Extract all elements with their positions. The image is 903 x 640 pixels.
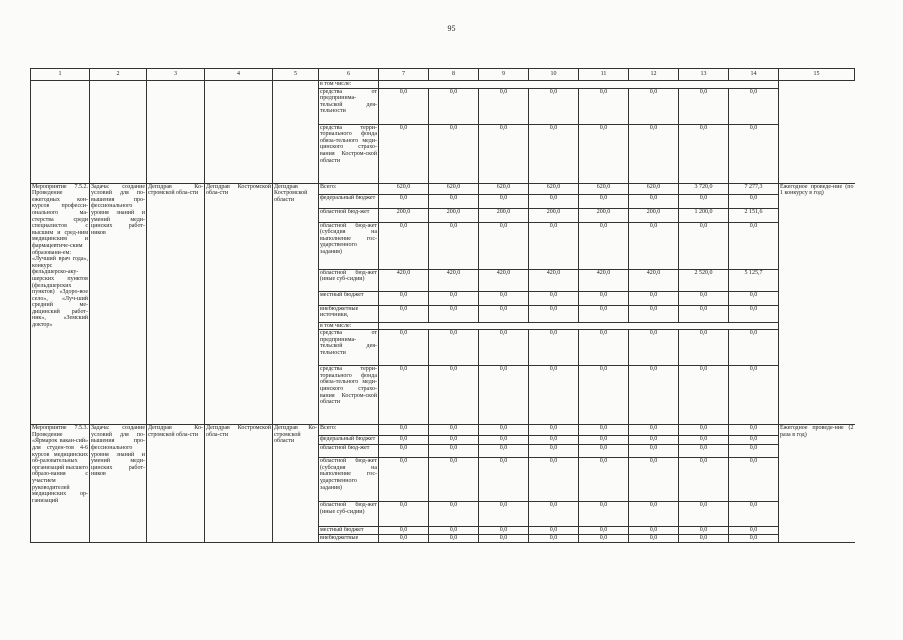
amount-cell: 2 520,0 (679, 269, 729, 291)
amount-cell: 0,0 (679, 330, 729, 366)
column-number-12: 12 (629, 69, 679, 81)
funding-source-label: в том числе: (319, 322, 379, 330)
cont-column-3 (147, 81, 205, 184)
amount-cell: 0,0 (429, 425, 479, 436)
amount-cell: 0,0 (729, 222, 779, 269)
amount-cell: 0,0 (479, 366, 529, 425)
amount-cell: 0,0 (679, 425, 729, 436)
amount-cell: 420,0 (429, 269, 479, 291)
funding-source-label: средства от предпринима-тельской дея-тельности (319, 330, 379, 366)
amount-cell: 0,0 (429, 458, 479, 502)
amount-cell: 0,0 (729, 330, 779, 366)
amount-cell: 0,0 (379, 502, 429, 527)
funding-source-label: внебюджетные источники, (319, 305, 379, 322)
column-number-1: 1 (31, 69, 90, 81)
cont-column-1 (31, 81, 90, 184)
funding-source-label: местный бюджет (319, 291, 379, 305)
amount-cell: 1 200,0 (679, 208, 729, 222)
amount-cell: 200,0 (379, 208, 429, 222)
amount-cell: 0,0 (479, 436, 529, 445)
amount-cell: 0,0 (379, 291, 429, 305)
amount-cell: 0,0 (429, 502, 479, 527)
funding-source-label: средства терри-ториального фонда обяза-тельного меди-цинского страхо-вания Костром-ской области (319, 124, 379, 183)
amount-cell: 0,0 (429, 535, 479, 543)
amount-cell: 0,0 (729, 502, 779, 527)
amount-cell: 0,0 (529, 436, 579, 445)
amount-cell: 0,0 (379, 458, 429, 502)
amount-cell: 420,0 (379, 269, 429, 291)
amount-cell: 0,0 (429, 330, 479, 366)
amount-cell: 0,0 (479, 527, 529, 535)
m753-column-1: Мероприятие 7.5.3. Проведение «Ярмарок вакан-сий» для студен-тов 4-6 курсов медицинских об-разовательных организаций высшего образо-вания с участием руководителей медицинских ор-ганизаций (31, 425, 90, 543)
amount-cell: 5 125,7 (729, 269, 779, 291)
amount-cell: 0,0 (479, 194, 529, 208)
amount-cell: 420,0 (579, 269, 629, 291)
amount-cell: 0,0 (579, 88, 629, 124)
amount-cell: 0,0 (379, 124, 429, 183)
column-number-3: 3 (147, 69, 205, 81)
m752-column-3: Депздрав Ко-стромской обла-сти (147, 183, 205, 425)
amount-cell: 0,0 (729, 436, 779, 445)
amount-cell: 0,0 (679, 291, 729, 305)
funding-source-label: областной бюд-жет (319, 208, 379, 222)
funding-source-label: Всего: (319, 183, 379, 194)
funding-source-label: средства терри-ториального фонда обяза-тельного меди-цинского страхо-вания Костром-ской области (319, 366, 379, 425)
amount-cell: 0,0 (429, 194, 479, 208)
m753-column-3: Депздрав Ко-стромской обла-сти (147, 425, 205, 543)
amount-cell: 7 277,3 (729, 183, 779, 194)
column-number-14: 14 (729, 69, 779, 81)
amount-cell: 0,0 (579, 445, 629, 458)
amount-cell: 0,0 (529, 124, 579, 183)
amount-cell: 620,0 (579, 183, 629, 194)
amount-cell: 0,0 (529, 88, 579, 124)
cont-column-4 (205, 81, 273, 184)
funding-source-label: федеральный бюджет (319, 194, 379, 208)
amount-cell: 0,0 (379, 305, 429, 322)
cont-column-15 (779, 81, 855, 184)
amount-cell: 620,0 (529, 183, 579, 194)
amount-cell: 0,0 (579, 194, 629, 208)
table-row (31, 425, 855, 436)
amount-cell: 0,0 (379, 366, 429, 425)
column-number-5: 5 (273, 69, 319, 81)
amount-cell: 0,0 (529, 291, 579, 305)
amount-cell: 0,0 (479, 425, 529, 436)
table-row (31, 81, 855, 89)
empty-span-cell (379, 81, 779, 89)
amount-cell: 0,0 (529, 535, 579, 543)
amount-cell: 0,0 (729, 366, 779, 425)
amount-cell: 0,0 (629, 366, 679, 425)
amount-cell: 0,0 (479, 88, 529, 124)
funding-source-label: внебюджетные (319, 535, 379, 543)
cont-column-5 (273, 81, 319, 184)
m752-column-15: Ежегодное проведе-ние (по 1 конкурсу в год) (779, 183, 855, 425)
column-number-9: 9 (479, 69, 529, 81)
m752-column-2: Задача: создание условий для по-вышения про-фессионального уровня знаний и умений меди-цинских работ-ников (90, 183, 147, 425)
m752-column-5: Депздрав Костромской области (273, 183, 319, 425)
amount-cell: 0,0 (729, 291, 779, 305)
amount-cell: 0,0 (529, 222, 579, 269)
column-number-10: 10 (529, 69, 579, 81)
amount-cell: 0,0 (529, 305, 579, 322)
funding-source-label: в том числе: (319, 81, 379, 89)
funding-source-label: областной бюд-жет (иные суб-сидии) (319, 502, 379, 527)
amount-cell: 0,0 (429, 445, 479, 458)
amount-cell: 0,0 (679, 366, 729, 425)
amount-cell: 0,0 (529, 445, 579, 458)
m753-column-2: Задача: создание условий для по-вышения про-фессионального уровня знаний и умений меди-цинских работ-ников (90, 425, 147, 543)
amount-cell: 0,0 (679, 124, 729, 183)
amount-cell: 200,0 (479, 208, 529, 222)
funding-source-label: средства от предпринима-тельской дея-тельности (319, 88, 379, 124)
amount-cell: 0,0 (379, 527, 429, 535)
amount-cell: 0,0 (529, 425, 579, 436)
funding-source-label: областной бюд-жет (319, 445, 379, 458)
amount-cell: 200,0 (629, 208, 679, 222)
amount-cell: 0,0 (479, 330, 529, 366)
amount-cell: 0,0 (479, 291, 529, 305)
amount-cell: 0,0 (379, 425, 429, 436)
amount-cell: 0,0 (679, 535, 729, 543)
amount-cell: 0,0 (679, 458, 729, 502)
amount-cell: 0,0 (379, 445, 429, 458)
amount-cell: 0,0 (679, 194, 729, 208)
amount-cell: 3 720,0 (679, 183, 729, 194)
amount-cell: 0,0 (729, 305, 779, 322)
amount-cell: 620,0 (379, 183, 429, 194)
amount-cell: 0,0 (629, 425, 679, 436)
budget-table (30, 68, 855, 543)
amount-cell: 0,0 (529, 458, 579, 502)
amount-cell: 0,0 (729, 124, 779, 183)
amount-cell: 0,0 (729, 445, 779, 458)
amount-cell: 0,0 (429, 124, 479, 183)
amount-cell: 0,0 (729, 88, 779, 124)
amount-cell: 0,0 (479, 305, 529, 322)
amount-cell: 200,0 (529, 208, 579, 222)
cont-column-2 (90, 81, 147, 184)
amount-cell: 0,0 (679, 502, 729, 527)
funding-source-label: Всего: (319, 425, 379, 436)
amount-cell: 0,0 (429, 436, 479, 445)
amount-cell: 0,0 (679, 305, 729, 322)
amount-cell: 620,0 (479, 183, 529, 194)
amount-cell: 0,0 (729, 535, 779, 543)
amount-cell: 0,0 (529, 502, 579, 527)
amount-cell: 0,0 (379, 330, 429, 366)
amount-cell: 0,0 (629, 305, 679, 322)
m753-column-4: Депздрав Костромской обла-сти (205, 425, 273, 543)
amount-cell: 0,0 (579, 458, 629, 502)
amount-cell: 0,0 (529, 527, 579, 535)
amount-cell: 420,0 (529, 269, 579, 291)
amount-cell: 0,0 (379, 436, 429, 445)
page-number: 95 (447, 24, 456, 33)
amount-cell: 0,0 (629, 330, 679, 366)
amount-cell: 2 151,6 (729, 208, 779, 222)
amount-cell: 0,0 (579, 502, 629, 527)
amount-cell: 0,0 (629, 194, 679, 208)
amount-cell: 0,0 (479, 535, 529, 543)
amount-cell: 0,0 (579, 305, 629, 322)
amount-cell: 200,0 (429, 208, 479, 222)
amount-cell: 0,0 (579, 527, 629, 535)
column-number-row (31, 69, 855, 81)
column-number-13: 13 (679, 69, 729, 81)
column-number-6: 6 (319, 69, 379, 81)
amount-cell: 0,0 (429, 291, 479, 305)
column-number-15: 15 (779, 69, 855, 81)
amount-cell: 0,0 (629, 535, 679, 543)
funding-source-label: областной бюд-жет (субсидия на выполнение гос-ударственного задания) (319, 222, 379, 269)
amount-cell: 420,0 (629, 269, 679, 291)
amount-cell: 0,0 (679, 436, 729, 445)
amount-cell: 0,0 (479, 445, 529, 458)
amount-cell: 0,0 (729, 425, 779, 436)
m753-column-15: Ежегодное проведе-ние (2 раза в год) (779, 425, 855, 543)
amount-cell: 0,0 (629, 124, 679, 183)
column-number-4: 4 (205, 69, 273, 81)
column-number-7: 7 (379, 69, 429, 81)
amount-cell: 620,0 (429, 183, 479, 194)
amount-cell: 0,0 (579, 425, 629, 436)
amount-cell: 0,0 (629, 527, 679, 535)
amount-cell: 0,0 (579, 535, 629, 543)
funding-source-label: местный бюджет (319, 527, 379, 535)
funding-source-label: федеральный бюджет (319, 436, 379, 445)
amount-cell: 0,0 (429, 88, 479, 124)
amount-cell: 0,0 (479, 222, 529, 269)
m753-column-5: Депздрав Ко-стромской области (273, 425, 319, 543)
amount-cell: 0,0 (629, 291, 679, 305)
amount-cell: 0,0 (429, 222, 479, 269)
amount-cell: 420,0 (479, 269, 529, 291)
m752-column-4: Депздрав Костромской обла-сти (205, 183, 273, 425)
amount-cell: 0,0 (729, 458, 779, 502)
amount-cell: 0,0 (679, 88, 729, 124)
amount-cell: 0,0 (529, 366, 579, 425)
amount-cell: 0,0 (429, 366, 479, 425)
column-number-2: 2 (90, 69, 147, 81)
amount-cell: 0,0 (479, 458, 529, 502)
amount-cell: 0,0 (579, 330, 629, 366)
column-number-11: 11 (579, 69, 629, 81)
amount-cell: 0,0 (379, 194, 429, 208)
amount-cell: 0,0 (629, 222, 679, 269)
amount-cell: 200,0 (579, 208, 629, 222)
amount-cell: 0,0 (729, 527, 779, 535)
amount-cell: 0,0 (529, 194, 579, 208)
column-number-8: 8 (429, 69, 479, 81)
amount-cell: 0,0 (429, 305, 479, 322)
funding-source-label: областной бюд-жет (субсидия на выполнение гос-ударственного задания) (319, 458, 379, 502)
amount-cell: 0,0 (629, 88, 679, 124)
amount-cell: 0,0 (579, 291, 629, 305)
amount-cell: 0,0 (679, 222, 729, 269)
amount-cell: 0,0 (479, 124, 529, 183)
amount-cell: 0,0 (429, 527, 479, 535)
amount-cell: 0,0 (629, 436, 679, 445)
amount-cell: 0,0 (529, 330, 579, 366)
table-row (31, 183, 855, 194)
amount-cell: 0,0 (579, 366, 629, 425)
amount-cell: 0,0 (579, 124, 629, 183)
amount-cell: 0,0 (729, 194, 779, 208)
amount-cell: 0,0 (379, 535, 429, 543)
amount-cell: 0,0 (379, 222, 429, 269)
amount-cell: 0,0 (379, 88, 429, 124)
amount-cell: 0,0 (629, 458, 679, 502)
amount-cell: 620,0 (629, 183, 679, 194)
amount-cell: 0,0 (629, 445, 679, 458)
m752-column-1: Мероприятие 7.5.2. Проведение ежегодных кон-курсов професси-онального ма-стерства среди специалистов с высшим и сред-ним медицинским и фармацевтиче-ским образовани-ем: «Лучший врач года», конкурс фельдшерско-аку-шерских пунктов (фельдшерских пунктов) «Здоро-вое село», «Луч-ший средний ме-дицинский работ-ник», «Земский доктор» (31, 183, 90, 425)
amount-cell: 0,0 (629, 502, 679, 527)
amount-cell: 0,0 (579, 436, 629, 445)
amount-cell: 0,0 (579, 222, 629, 269)
funding-source-label: областной бюд-жет (иные суб-сидии) (319, 269, 379, 291)
amount-cell: 0,0 (479, 502, 529, 527)
empty-span-cell (379, 322, 779, 330)
amount-cell: 0,0 (679, 527, 729, 535)
amount-cell: 0,0 (679, 445, 729, 458)
